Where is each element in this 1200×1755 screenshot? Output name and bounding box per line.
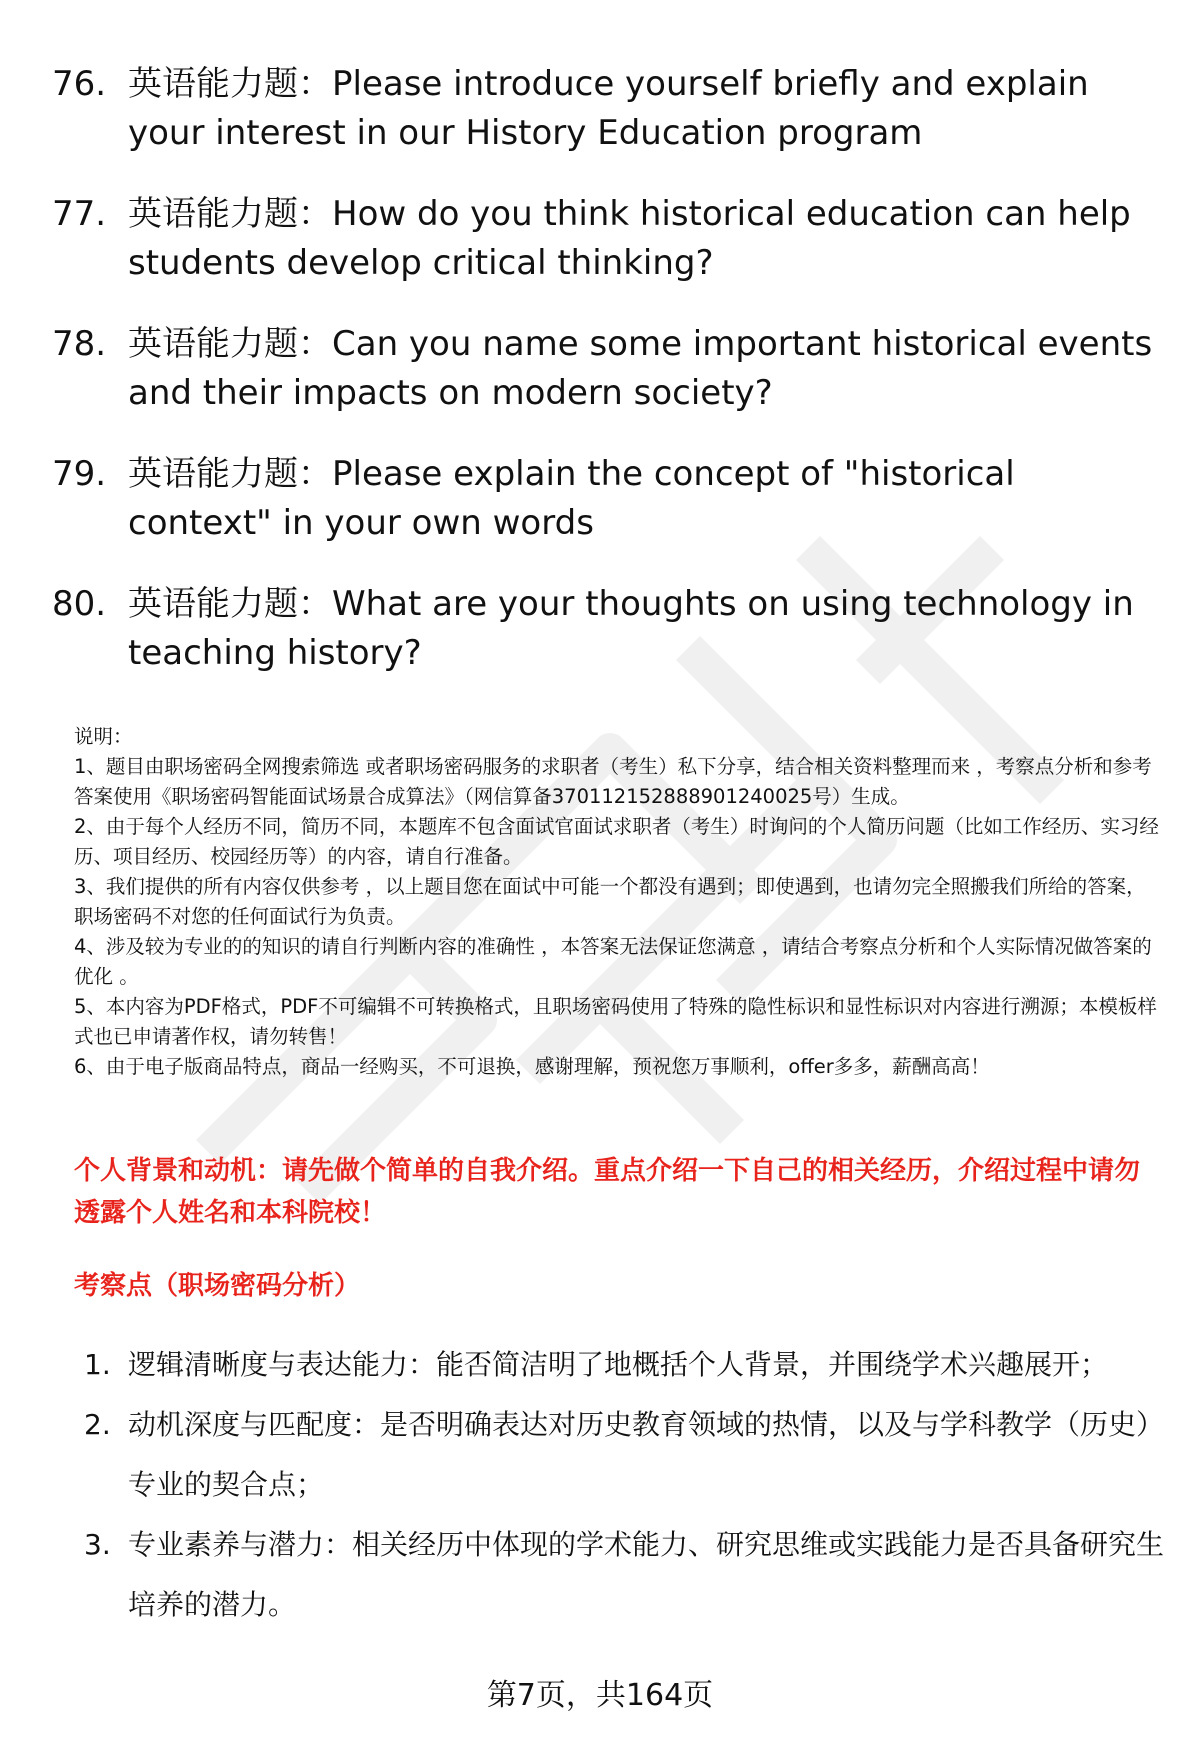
question-number: 77. — [52, 194, 107, 234]
analysis-item — [74, 1395, 1164, 1515]
question-category: 英语能力题： — [128, 324, 332, 364]
question-number: 79. — [52, 454, 107, 494]
question-item — [52, 60, 1162, 158]
analysis-number: 3. — [84, 1528, 111, 1561]
question-item — [52, 320, 1162, 418]
analysis-text: 动机深度与匹配度：是否明确表达对历史教育领域的热情，以及与学科教学（历史）专业的契合点； — [128, 1408, 1165, 1501]
background-question-heading: 个人背景和动机：请先做个简单的自我介绍。重点介绍一下自己的相关经历，介绍过程中请勿透露个人姓名和本科院校！ — [74, 1156, 1141, 1228]
analysis-heading: 考察点（职场密码分析） — [74, 1271, 361, 1301]
question-item — [52, 580, 1162, 678]
analysis-item — [74, 1335, 1164, 1395]
question-number: 80. — [52, 584, 107, 624]
question-text: How do you think historical education can help students develop critical thinking? — [128, 194, 1131, 283]
question-category: 英语能力题： — [128, 454, 332, 494]
note-item: 4、涉及较为专业的的知识的请自行判断内容的准确性 ，本答案无法保证您满意 ，请结合考察点分析和个人实际情况做答案的优化 。 — [74, 935, 1152, 988]
question-item — [52, 450, 1162, 548]
analysis-list — [74, 1335, 1164, 1635]
analysis-number: 1. — [84, 1348, 111, 1381]
question-item — [52, 190, 1162, 288]
question-category: 英语能力题： — [128, 64, 332, 104]
question-text: Please explain the concept of "historical context" in your own words — [128, 454, 1015, 543]
page-number: 第7页，共164页 — [486, 1678, 714, 1713]
question-category: 英语能力题： — [128, 584, 332, 624]
question-number: 78. — [52, 324, 107, 364]
notes-title: 说明： — [74, 725, 133, 748]
question-text: What are your thoughts on using technology in teaching history? — [128, 584, 1134, 673]
note-item: 1、题目由职场密码全网搜索筛选 或者职场密码服务的求职者（考生）私下分享，结合相关资料整理而来 ，考察点分析和参考答案使用《职场密码智能面试场景合成算法》（网信算备370112152888901240025号）生成。 — [74, 755, 1152, 808]
notes-section — [74, 722, 1164, 1082]
question-text: Please introduce yourself briefly and explain your interest in our History Education program — [128, 64, 1089, 153]
question-number: 76. — [52, 64, 107, 104]
note-item: 5、本内容为PDF格式，PDF不可编辑不可转换格式，且职场密码使用了特殊的隐性标识和显性标识对内容进行溯源；本模板样式也已申请著作权，请勿转售！ — [74, 995, 1157, 1048]
analysis-number: 2. — [84, 1408, 111, 1441]
question-list — [52, 60, 1162, 710]
note-item: 6、由于电子版商品特点，商品一经购买，不可退换，感谢理解，预祝您万事顺利，offer多多，薪酬高高！ — [74, 1055, 990, 1078]
note-item: 3、我们提供的所有内容仅供参考 ，以上题目您在面试中可能一个都没有遇到；即使遇到，也请勿完全照搬我们所给的答案，职场密码不对您的任何面试行为负责。 — [74, 875, 1146, 928]
question-text: Can you name some important historical events and their impacts on modern society? — [128, 324, 1153, 413]
analysis-item — [74, 1515, 1164, 1635]
question-category: 英语能力题： — [128, 194, 332, 234]
analysis-text: 逻辑清晰度与表达能力：能否简洁明了地概括个人背景，并围绕学术兴趣展开； — [128, 1348, 1109, 1381]
note-item: 2、由于每个人经历不同，简历不同，本题库不包含面试官面试求职者（考生）时询问的个人简历问题（比如工作经历、实习经历、项目经历、校园经历等）的内容，请自行准备。 — [74, 815, 1159, 868]
analysis-text: 专业素养与潜力：相关经历中体现的学术能力、研究思维或实践能力是否具备研究生培养的潜力。 — [128, 1528, 1165, 1621]
